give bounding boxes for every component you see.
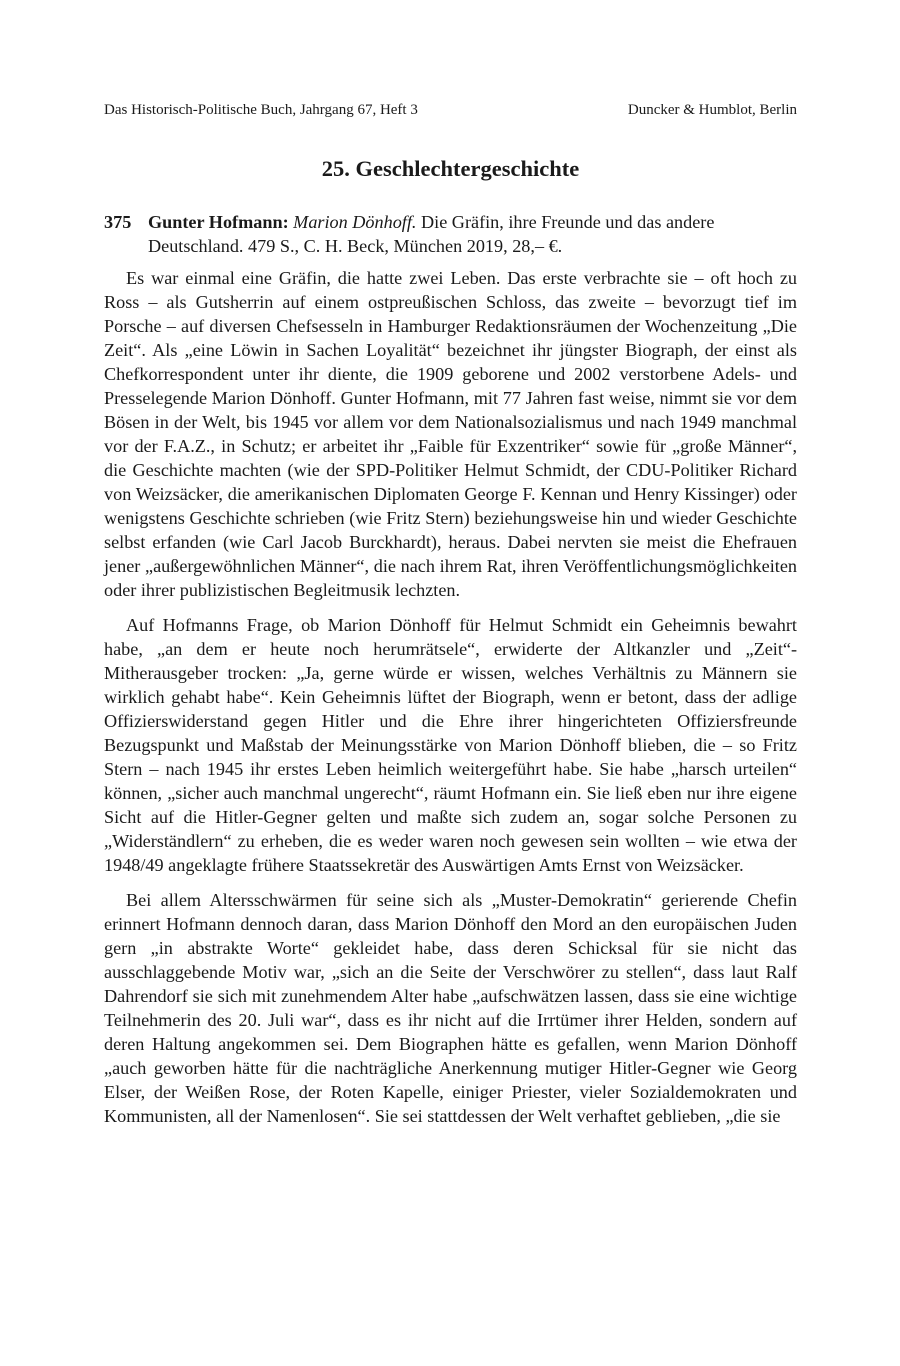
journal-citation: Das Historisch-Politische Buch, Jahrgang 67, Heft 3 (104, 102, 418, 118)
publisher-name: Duncker & Humblot, Berlin (627, 102, 797, 118)
entry-citation (148, 210, 797, 258)
review-paragraph: Bei allem Altersschwärmen für seine sich als „Muster-Demokratin“ gerierende Chefin erinnert Hofmann dennoch daran, dass Marion Dönhoff den Mord an den europäischen Juden gern „in abstrakte Worte“ gekleidet habe, dass deren Schicksal für sie nicht das ausschlaggebende Motiv war, „sich an die Seite der Verschwörer zu stellen“, dass laut Ralf Dahrendorf sie sich mit zunehmendem Alter habe „aufschwätzen lassen, dass sie eine wichtige Teilnehmerin des 20. Juli war“, dass es ihr nicht auf die Irrtümer ihrer Helden, sondern auf deren Haltung angekommen sei. Dem Biographen hätte es gefallen, wenn Marion Dönhoff „auch geworben hätte für die nachträgliche Anerkennung mutiger Hitler-Gegner wie Georg Elser, der Weißen Rose, der Roten Kapelle, einiger Priester, vieler Sozialdemokraten und Kommunisten, all der Namenlosen“. Sie sei stattdessen der Welt verhaftet geblieben, „die sie (104, 890, 797, 1126)
book-entry (104, 210, 797, 258)
review-paragraph: Es war einmal eine Gräfin, die hatte zwei Leben. Das erste verbrachte sie – oft hoch zu Ross – als Gutsherrin auf einem ostpreußischen Schloss, das zweite – bevorzugt tief im Porsche – auf diversen Chefsesseln in Hamburger Redaktionsräumen der Wochenzeitung „Die Zeit“. Als „eine Löwin in Sachen Loyalität“ bezeichnet ihr jüngster Biograph, der einst als Chefkorrespondent unter ihr diente, die 1909 geborene und 2002 verstorbene Adels- und Presselegende Marion Dönhoff. Gunter Hofmann, mit 77 Jahren fast weise, nimmt sie vor dem Bösen in der Welt, bis 1945 vor allem vor dem Nationalsozialismus und nach 1949 manchmal vor der F.A.Z., in Schutz; er arbeitet ihr „Faible für Exzentriker“ sowie für „große Männer“, die Geschichte machten (wie der SPD-Politiker Helmut Schmidt, der CDU-Politiker Richard von Weizsäcker, die amerikanischen Diplomaten George F. Kennan und Henry Kissinger) oder wenigstens Geschichte schrieben (wie Fritz Stern) beziehungsweise hin und wieder Geschichte selbst erfanden (wie Carl Jacob Burckhardt), heraus. Dabei nervten sie meist die Ehefrauen jener „außergewöhnlichen Männer“, die nach ihrem Rat, ihren Veröffentlichungsmöglichkeiten oder ihrer publizistischen Begleitmusik lechzten. (104, 268, 797, 600)
entry-number: 375 (104, 212, 132, 232)
entry-author: Gunter Hofmann: (148, 212, 289, 232)
section-title: 25. Geschlechtergeschichte (321, 156, 580, 181)
document-page (104, 96, 797, 1128)
entry-book-title: Marion Dönhoff. (293, 212, 417, 232)
entry-details: Die Gräfin, ihre Freunde und das andere Deutschland. 479 S., C. H. Beck, München 2019, 28,– €. (148, 212, 715, 256)
review-paragraph: Auf Hofmanns Frage, ob Marion Dönhoff für Helmut Schmidt ein Geheimnis bewahrt habe, „an dem er heute noch herumrätsele“, erwiderte der Altkanzler und „Zeit“-Mitherausgeber trocken: „Ja, gerne würde er wissen, welches Verhältnis zu Männern sie wirklich gehabt habe“. Kein Geheimnis lüftet der Biograph, wenn er betont, dass der adlige Offizierswiderstand gegen Hitler und die Ehre ihrer hingerichteten Offiziersfreunde Bezugspunkt und Maßstab der Meinungsstärke von Marion Dönhoff blieben, die – so Fritz Stern – nach 1945 ihr erstes Leben heimlich weitergeführt habe. Sie habe „harsch urteilen“ können, „sicher auch manchmal ungerecht“, räumt Hofmann ein. Sie ließ eben nur ihre eigene Sicht auf die Hitler-Gegner gelten und maßte sich zudem an, sogar solche Personen zu „Widerständlern“ zu erheben, die es weder waren noch gewesen sein wollten – wie etwa der 1948/49 angeklagte frühere Staatssekretär des Auswärtigen Amts Ernst von Weizsäcker. (104, 615, 797, 875)
running-header (104, 96, 797, 124)
